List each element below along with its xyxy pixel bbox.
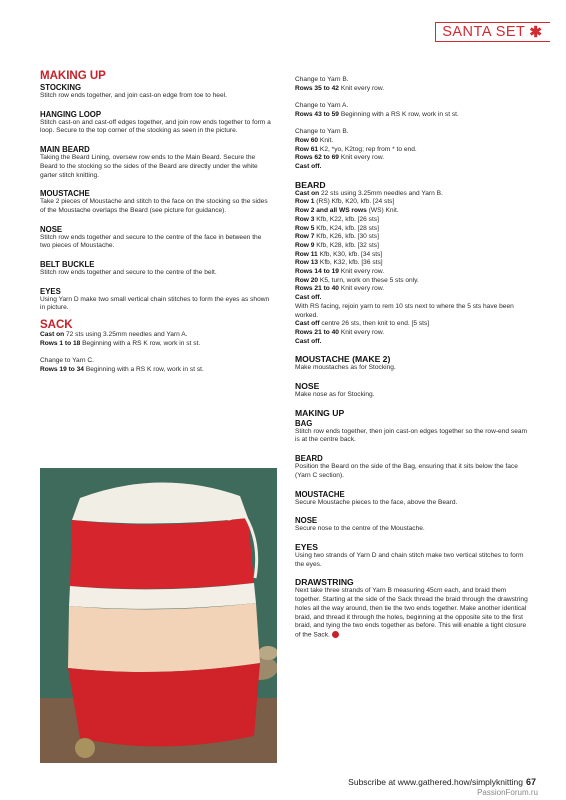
moustache-make-2-text: Make moustaches as for Stocking. [295, 364, 396, 372]
sack-line: Rows 19 to 34 Beginning with a RS K row, work in st st. [40, 365, 204, 373]
sack-line: Rows 1 to 18 Beginning with a RS K row, work in st st. [40, 339, 201, 347]
making-up-heading: MAKING UP [40, 70, 106, 82]
sack-line: Change to Yarn B. [295, 76, 349, 83]
moustache-heading: MOUSTACHE [40, 189, 90, 199]
left-column [40, 70, 272, 375]
sack-line: Change to Yarn A. [295, 102, 349, 110]
eyes-heading: EYES [295, 541, 318, 552]
beard-line: Rows 14 to 19 Knit every row. [295, 268, 385, 276]
sack-line: Cast on 72 sts using 3.25mm needles and Yarn A. [40, 331, 188, 339]
hanging-loop-heading: HANGING LOOP [40, 109, 102, 119]
sack-heading: SACK [40, 319, 73, 332]
moustache-text: Secure Moustache pieces to the face, above the Beard. [295, 498, 458, 506]
bag-heading: BAG [295, 418, 313, 428]
nose-text: Make nose as for Stocking. [295, 391, 375, 399]
sack-photo [40, 468, 277, 763]
sack-line: Rows 35 to 42 Knit every row. [295, 84, 385, 92]
sack-line: Row 60 Knit. [295, 136, 334, 144]
bag-text: Stitch row ends together, then join cast-on edges together so the row-end seam is at the centre back. [295, 427, 528, 444]
main-beard-heading: MAIN BEARD [40, 145, 90, 155]
beard-line: Row 1 (RS) Kfb, K20, kfb. [24 sts] [295, 198, 395, 206]
right-column [295, 76, 529, 640]
subscribe-link[interactable]: Subscribe at www.gathered.how/simplyknitting [348, 777, 523, 787]
drawstring-text: Next take three strands of Yarn B measuring 45cm each, and braid them together. Starting at the side of the Sack thread the braid through the drawstring holes all the way around, then tie the two ends together. Make another identical braid, and thread it through the holes, beginning at the opposite site to the first braid, and tying the two ends together as before. This will enable a tight closure of the Sack. [295, 587, 528, 639]
beard-line: Row 11 Kfb, K30, kfb. [34 sts] [295, 250, 383, 258]
belt-buckle-text: Stitch row ends together and secure to the centre of the belt. [40, 269, 217, 277]
page-footer [348, 777, 536, 787]
beard-line: Cast off. [295, 294, 322, 302]
nose-text: Secure nose to the centre of the Moustache. [295, 525, 425, 533]
stocking-heading: STOCKING [40, 83, 82, 92]
beard-line: Row 5 Kfb, K24, kfb. [28 sts] [295, 224, 379, 232]
beard-line: Row 20 K5, turn, work on these 5 sts only. [295, 276, 419, 284]
moustache-text: Take 2 pieces of Moustache and stitch to the face on the stocking so the sides of the Moustache overlaps the Beard (see picture for guidance). [40, 198, 268, 214]
moustache-make-2-heading: MOUSTACHE (MAKE 2) [295, 354, 391, 365]
sack-line: Rows 62 to 69 Knit every row. [295, 154, 385, 162]
eyes-heading: EYES [40, 286, 61, 296]
beard-line: Cast off centre 26 sts, then knit to end. [5 sts] [295, 320, 430, 328]
nose-heading: NOSE [40, 224, 63, 234]
eyes-text: Using two strands of Yarn D and chain stitch make two vertical stitches to form the eyes. [295, 551, 524, 568]
hanging-loop-text: Stitch cast-on and cast-off edges together, and join row ends together to form a loop. Secure to the top corner of the stocking as seen in the picture. [40, 118, 271, 135]
beard-line: With RS facing, rejoin yarn to rem 10 sts next to where the 5 sts have been worked. [295, 302, 514, 319]
sack-line: Rows 43 to 59 Beginning with a RS K row, work in st st. [295, 110, 459, 118]
knitted-sack-image [40, 468, 277, 763]
section-tag-label: SANTA SET [442, 24, 526, 40]
nose-text: Stitch row ends together and secure to the centre of the face in between the two pieces of Moustache. [40, 233, 262, 250]
beard-line: Cast on 22 sts using 3.25mm needles and Yarn B. [295, 189, 443, 197]
beard-line: Row 3 Kfb, K22, kfb. [26 sts] [295, 215, 379, 223]
beard-line: Rows 21 to 40 Knit every row. [295, 328, 385, 336]
eyes-text: Using Yarn D make two small vertical chain stitches to form the eyes as shown in picture. [40, 295, 270, 312]
section-tag [435, 22, 550, 42]
beard-heading: BEARD [295, 454, 323, 464]
making-up-heading: MAKING UP [295, 407, 345, 418]
beard-heading: BEARD [295, 179, 326, 190]
page-number: 67 [525, 777, 536, 787]
sack-line: Change to Yarn C. [40, 357, 95, 365]
sack-line: Change to Yarn B. [295, 128, 349, 136]
beard-text: Position the Beard on the side of the Bag, ensuring that it sits below the face (Yarn C section). [295, 463, 518, 479]
star-icon: ✱ [529, 23, 542, 41]
sack-line: Row 61 K2, *yo, K2tog; rep from * to end. [295, 145, 417, 153]
watermark: PassionForum.ru [477, 788, 538, 797]
beard-line: Row 7 Kfb, K26, kfb. [30 sts] [295, 233, 379, 241]
nose-heading: NOSE [295, 381, 320, 392]
nose-heading: NOSE [295, 516, 318, 526]
drawstring-heading: DRAWSTRING [295, 577, 354, 588]
beard-line: Cast off. [295, 337, 322, 345]
moustache-heading: MOUSTACHE [295, 489, 345, 499]
belt-buckle-heading: BELT BUCKLE [40, 260, 95, 270]
yarn-ball-icon [332, 631, 339, 638]
beard-line: Row 9 Kfb, K28, kfb. [32 sts] [295, 241, 379, 249]
main-beard-text: Taking the Beard Lining, oversew row ends to the Main Beard. Secure the Beard to the stocking so the sides of the Beard are directly under the white garter stitch knitting. [40, 154, 258, 179]
beard-line: Row 13 Kfb, K32, kfb. [36 sts] [295, 259, 383, 267]
beard-line: Row 2 and all WS rows (WS) Knit. [295, 207, 399, 215]
stocking-text: Stitch row ends together, and join cast-on edge from toe to heel. [40, 92, 227, 99]
sack-line: Cast off. [295, 163, 322, 170]
beard-line: Rows 21 to 40 Knit every row. [295, 285, 385, 293]
